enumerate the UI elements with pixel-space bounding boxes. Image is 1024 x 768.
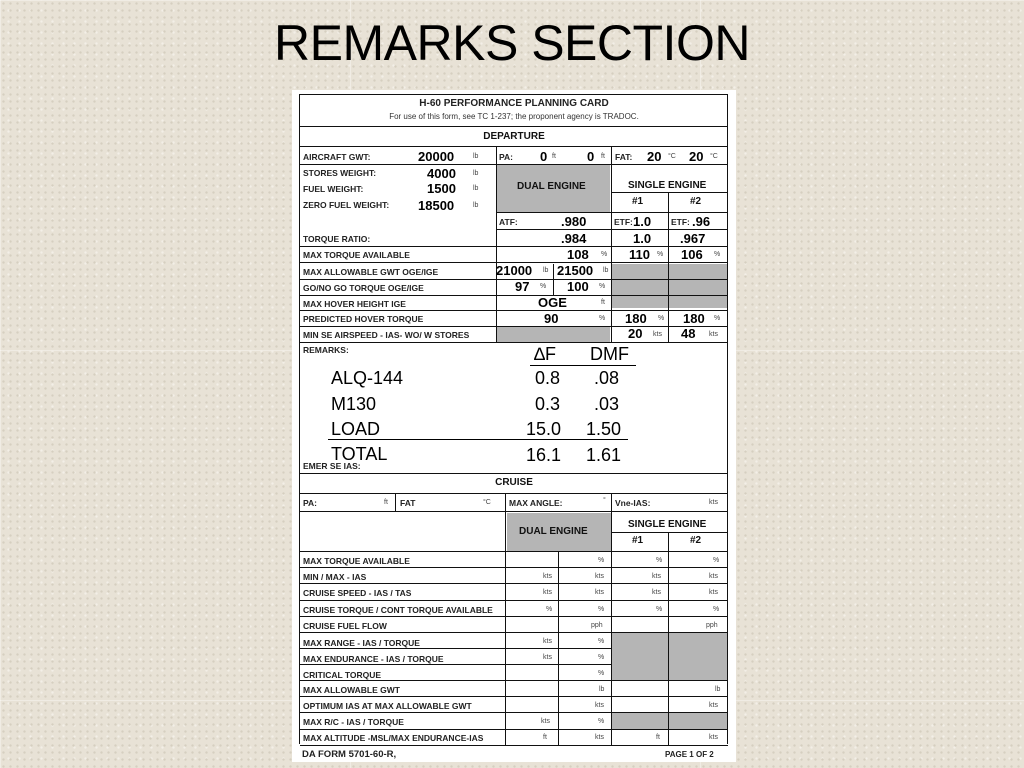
- col-divider: [611, 511, 612, 745]
- unit-kts: kts: [653, 331, 662, 338]
- pa-label: PA:: [499, 152, 514, 162]
- atf-label: ATF:: [499, 217, 518, 227]
- engine-2-header: #2: [690, 196, 702, 207]
- cruise-row-label: MAX ALLOWABLE GWT: [303, 685, 400, 695]
- unit-pct: %: [656, 557, 663, 564]
- remarks-row-dmf: 1.61: [586, 445, 622, 465]
- torque-ratio-e2: .967: [680, 231, 706, 246]
- remarks-row-df: 15.0: [526, 419, 562, 439]
- rule: [300, 648, 611, 649]
- cruise-header: CRUISE: [495, 477, 533, 488]
- zero-fuel-label: ZERO FUEL WEIGHT:: [303, 200, 390, 210]
- rule: [300, 279, 728, 280]
- unit-ft: ft: [543, 734, 547, 741]
- rule: [300, 745, 728, 746]
- unit-kts: kts: [595, 734, 604, 741]
- unit-pct: %: [714, 251, 721, 258]
- cruise-row-label: CRUISE TORQUE / CONT TORQUE AVAILABLE: [303, 605, 493, 615]
- cruise-row-label: MAX RANGE - IAS / TORQUE: [303, 638, 420, 648]
- unit-pph: pph: [591, 622, 603, 629]
- atf-value: .980: [561, 214, 587, 229]
- unit-lb: lb: [715, 686, 721, 693]
- fuel-weight-label: FUEL WEIGHT:: [303, 184, 364, 194]
- cruise-row-label: MIN / MAX - IAS: [303, 572, 367, 582]
- rule: [496, 229, 728, 230]
- max-torque-e1: 110: [629, 247, 650, 262]
- rule: [300, 551, 728, 552]
- shaded-cell: [611, 264, 727, 308]
- col-divider: [611, 493, 612, 511]
- min-se-w-stores: 48: [681, 326, 696, 341]
- cruise-dual-engine-header: DUAL ENGINE: [519, 526, 588, 537]
- unit-pct: %: [713, 557, 720, 564]
- unit-pct: %: [599, 283, 606, 290]
- unit-c: °C: [483, 499, 491, 506]
- remarks-col-df: ∆F: [534, 344, 557, 364]
- max-torque-label: MAX TORQUE AVAILABLE: [303, 250, 410, 260]
- cruise-row-label: MAX TORQUE AVAILABLE: [303, 556, 410, 566]
- departure-header: DEPARTURE: [483, 131, 545, 142]
- unit-ft: ft: [601, 299, 605, 306]
- rule: [300, 712, 728, 713]
- fat-value-2: 20: [689, 149, 704, 164]
- aircraft-gwt-label: AIRCRAFT GWT:: [303, 152, 371, 162]
- unit-kts: kts: [595, 589, 604, 596]
- remarks-row-name: ALQ-144: [331, 368, 404, 388]
- card-border-left: [299, 94, 300, 744]
- unit-kts: kts: [709, 702, 718, 709]
- single-engine-header: SINGLE ENGINE: [628, 180, 707, 191]
- cruise-fat-label: FAT: [400, 498, 416, 508]
- torque-ratio-label: TORQUE RATIO:: [303, 234, 371, 244]
- rule: [300, 295, 728, 296]
- col-divider: [611, 146, 612, 342]
- rule: [611, 192, 728, 193]
- rule: [300, 310, 728, 311]
- go-no-go-oge: 97: [515, 279, 530, 294]
- unit-kts: kts: [541, 718, 550, 725]
- go-no-go-ige: 100: [567, 279, 589, 294]
- col-divider: [496, 146, 497, 342]
- rule: [300, 583, 728, 584]
- unit-kts: kts: [652, 573, 661, 580]
- unit-kts: kts: [595, 573, 604, 580]
- unit-pct: %: [598, 718, 605, 725]
- cruise-engine-1-header: #1: [632, 535, 644, 546]
- unit-kts: kts: [652, 589, 661, 596]
- header-underline: [530, 365, 636, 366]
- max-hover-value: OGE: [538, 295, 567, 310]
- unit-pct: %: [598, 638, 605, 645]
- unit-pct: %: [658, 315, 665, 322]
- pa-value-1: 0: [540, 149, 548, 164]
- vne-ias-label: Vne-IAS:: [615, 498, 651, 508]
- col-divider: [395, 493, 396, 511]
- fuel-weight-value: 1500: [427, 181, 456, 196]
- fat-label: FAT:: [615, 152, 633, 162]
- etf2-label: ETF:: [671, 217, 690, 227]
- unit-ft: ft: [384, 499, 388, 506]
- max-gwt-ige: 21500: [557, 263, 594, 278]
- rule: [496, 212, 728, 213]
- rule: [300, 94, 728, 95]
- remarks-label: REMARKS:: [303, 345, 349, 355]
- unit-kts: kts: [543, 638, 552, 645]
- fat-value-1: 20: [647, 149, 662, 164]
- cruise-row-label: OPTIMUM IAS AT MAX ALLOWABLE GWT: [303, 701, 472, 711]
- pred-hover-dual: 90: [544, 311, 559, 326]
- slide-title: REMARKS SECTION: [274, 15, 750, 71]
- max-gwt-label: MAX ALLOWABLE GWT OGE/IGE: [303, 267, 439, 277]
- unit-pct: %: [714, 315, 721, 322]
- cruise-row-label: CRUISE SPEED - IAS / TAS: [303, 588, 412, 598]
- max-torque-dual: 108: [567, 247, 589, 262]
- rule: [300, 600, 728, 601]
- remarks-row-df: 0.8: [535, 368, 561, 388]
- unit-pct: %: [546, 606, 553, 613]
- shaded-cell: [611, 632, 727, 680]
- unit-c: °C: [668, 153, 676, 160]
- rule: [300, 632, 728, 633]
- pred-hover-e2: 180: [683, 311, 705, 326]
- unit-kts: kts: [543, 654, 552, 661]
- etf1-value: 1.0: [633, 214, 652, 229]
- total-rule: [328, 439, 628, 440]
- col-divider: [505, 511, 506, 745]
- unit-pct: %: [598, 654, 605, 661]
- card-subtitle: For use of this form, see TC 1-237; the proponent agency is TRADOC.: [389, 112, 639, 121]
- cruise-row-label: MAX R/C - IAS / TORQUE: [303, 717, 404, 727]
- emer-se-label: EMER SE IAS:: [303, 461, 361, 471]
- unit-pct: %: [601, 251, 608, 258]
- unit-lb: lb: [603, 267, 609, 274]
- max-hover-label: MAX HOVER HEIGHT IGE: [303, 299, 406, 309]
- rule: [300, 126, 728, 127]
- unit-kts: kts: [709, 331, 718, 338]
- engine-1-header: #1: [632, 196, 644, 207]
- dual-engine-header: DUAL ENGINE: [517, 181, 586, 192]
- unit-kts: kts: [709, 589, 718, 596]
- max-angle-label: MAX ANGLE:: [509, 498, 563, 508]
- remarks-row-dmf: .03: [594, 394, 620, 414]
- remarks-col-dmf: DMF: [590, 344, 629, 364]
- shaded-cell: [611, 713, 727, 729]
- cruise-row-label: MAX ALTITUDE -MSL/MAX ENDURANCE-IAS: [303, 733, 484, 743]
- max-torque-e2: 106: [681, 247, 703, 262]
- unit-lb: lb: [473, 202, 479, 209]
- unit-pct: %: [540, 283, 547, 290]
- cruise-row-label: MAX ENDURANCE - IAS / TORQUE: [303, 654, 444, 664]
- unit-pph: pph: [706, 622, 718, 629]
- col-divider: [505, 493, 506, 511]
- unit-ft: ft: [552, 153, 556, 160]
- go-no-go-label: GO/NO GO TORQUE OGE/IGE: [303, 283, 424, 293]
- rule: [300, 680, 728, 681]
- remarks-row-dmf: 1.50: [586, 419, 622, 439]
- rule: [300, 164, 728, 165]
- unit-pct: %: [598, 606, 605, 613]
- cruise-row-label: CRUISE FUEL FLOW: [303, 621, 387, 631]
- unit-kts: kts: [709, 573, 718, 580]
- form-id: DA FORM 5701-60-R,: [302, 749, 397, 760]
- torque-ratio-e1: 1.0: [633, 231, 652, 246]
- unit-c: °C: [710, 153, 718, 160]
- pred-hover-label: PREDICTED HOVER TORQUE: [303, 314, 424, 324]
- min-se-label: MIN SE AIRSPEED - IAS- WO/ W STORES: [303, 330, 470, 340]
- stores-weight-label: STORES WEIGHT:: [303, 168, 377, 178]
- rule: [300, 616, 728, 617]
- unit-kts: kts: [543, 589, 552, 596]
- unit-pct: %: [713, 606, 720, 613]
- unit-pct: %: [656, 606, 663, 613]
- unit-pct: %: [599, 315, 606, 322]
- rule: [300, 664, 611, 665]
- etf1-label: ETF:: [614, 217, 633, 227]
- rule: [300, 342, 728, 343]
- rule: [300, 729, 728, 730]
- unit-kts: kts: [709, 734, 718, 741]
- etf2-value: .96: [692, 214, 711, 229]
- rule: [300, 326, 728, 327]
- rule: [300, 146, 728, 147]
- unit-ft: ft: [601, 153, 605, 160]
- zero-fuel-value: 18500: [418, 198, 455, 213]
- unit-pct: %: [657, 251, 664, 258]
- card-title: H-60 PERFORMANCE PLANNING CARD: [419, 98, 609, 109]
- pa-value-2: 0: [587, 149, 595, 164]
- cruise-engine-2-header: #2: [690, 535, 702, 546]
- rule: [300, 473, 728, 474]
- remarks-row-name: M130: [331, 394, 377, 414]
- unit-deg: °: [603, 497, 606, 504]
- remarks-row-df: 0.3: [535, 394, 561, 414]
- cruise-row-label: CRITICAL TORQUE: [303, 670, 382, 680]
- unit-lb: lb: [473, 170, 479, 177]
- col-divider: [668, 532, 669, 745]
- unit-pct: %: [598, 557, 605, 564]
- rule: [300, 493, 728, 494]
- pred-hover-e1: 180: [625, 311, 647, 326]
- col-divider: [553, 264, 554, 296]
- unit-lb: lb: [473, 153, 479, 160]
- cruise-single-engine-header: SINGLE ENGINE: [628, 519, 707, 530]
- remarks-row-dmf: .08: [594, 368, 620, 388]
- unit-ft: ft: [656, 734, 660, 741]
- rule: [300, 696, 728, 697]
- unit-lb: lb: [599, 686, 605, 693]
- unit-kts: kts: [709, 499, 718, 506]
- remarks-row-name: TOTAL: [331, 444, 388, 464]
- max-gwt-oge: 21000: [496, 263, 533, 278]
- rule: [300, 511, 728, 512]
- rule: [611, 532, 728, 533]
- rule: [300, 246, 728, 247]
- cruise-pa-label: PA:: [303, 498, 318, 508]
- torque-ratio-dual: .984: [561, 231, 587, 246]
- unit-pct: %: [598, 670, 605, 677]
- remarks-row-df: 16.1: [526, 445, 562, 465]
- unit-kts: kts: [543, 573, 552, 580]
- unit-lb: lb: [473, 185, 479, 192]
- unit-kts: kts: [595, 702, 604, 709]
- stores-weight-value: 4000: [427, 166, 456, 181]
- rule: [300, 567, 728, 568]
- unit-lb: lb: [543, 267, 549, 274]
- remarks-row-name: LOAD: [331, 419, 381, 439]
- page-number: PAGE 1 OF 2: [665, 750, 714, 759]
- aircraft-gwt-value: 20000: [418, 149, 455, 164]
- shaded-cell: [497, 326, 610, 342]
- min-se-wo-stores: 20: [628, 326, 643, 341]
- col-divider: [668, 192, 669, 342]
